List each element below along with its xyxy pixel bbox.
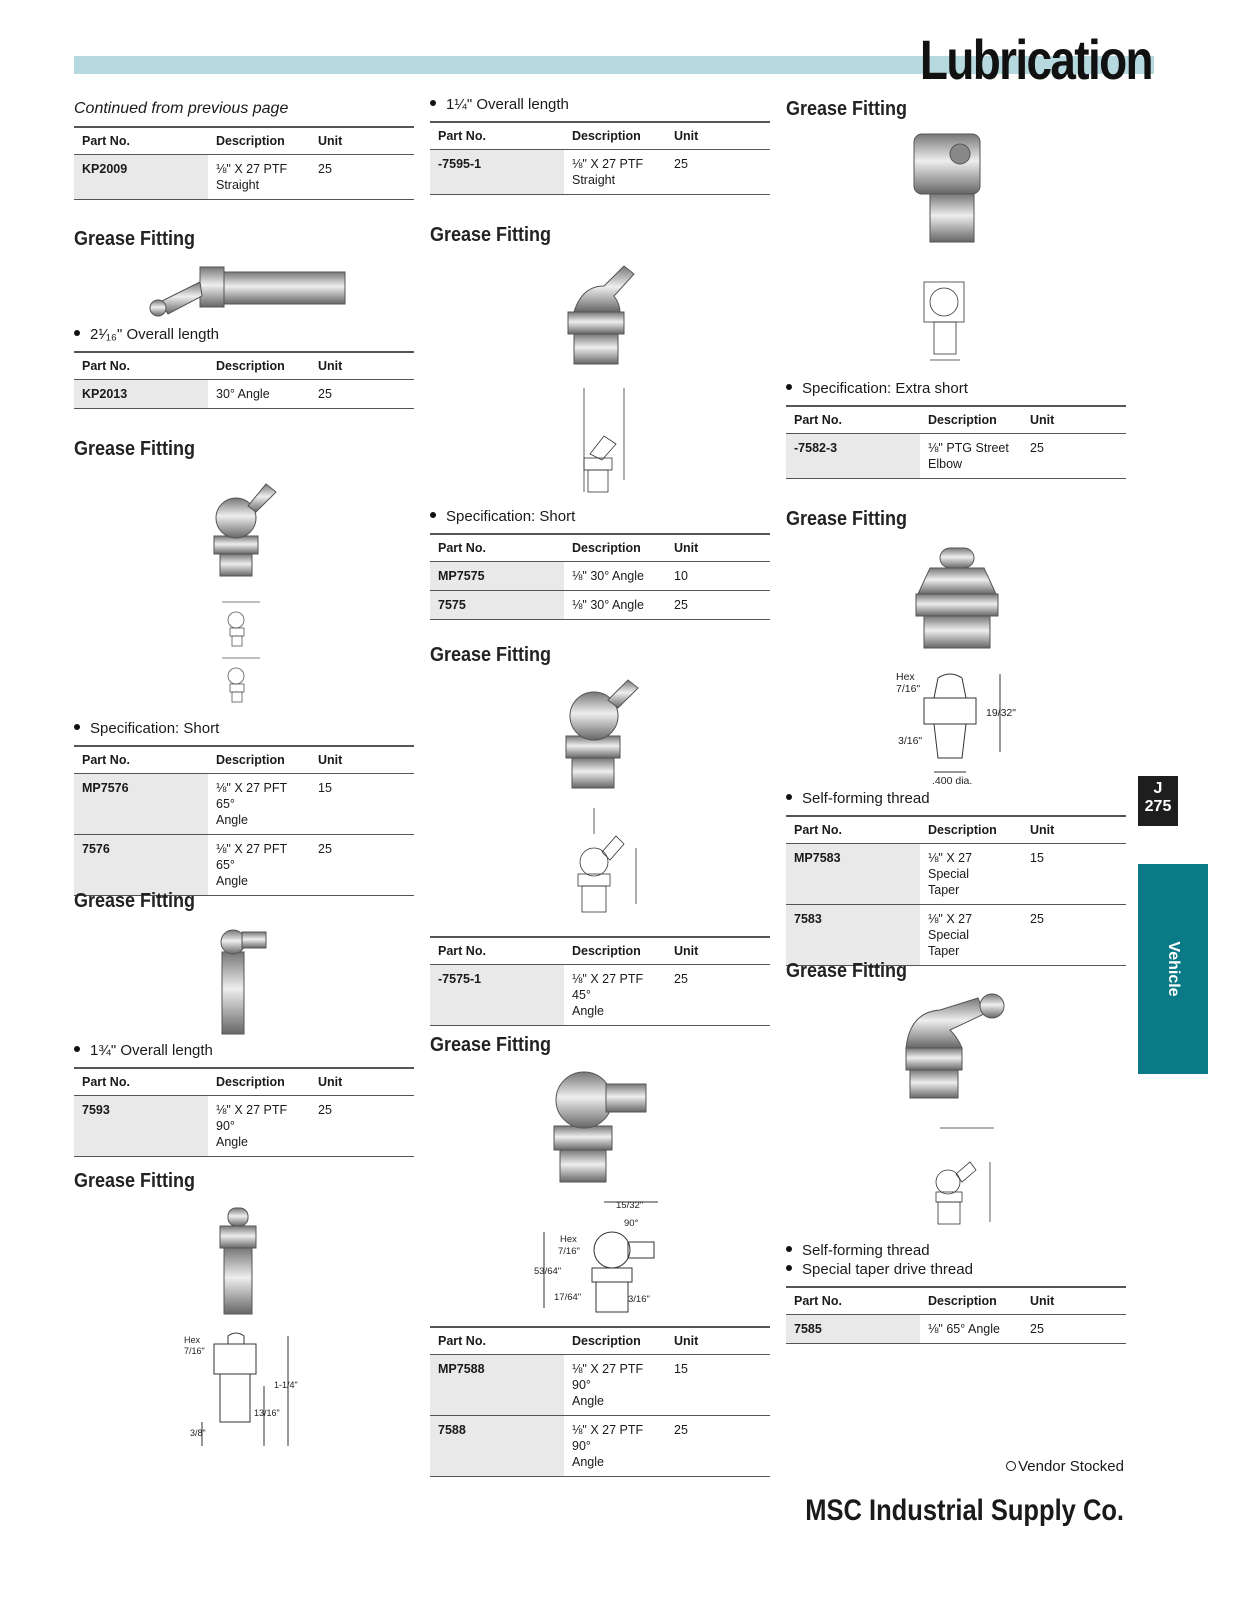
table-row: -7595-1 ⅛" X 27 PTF Straight 25 (430, 150, 770, 195)
section-heading: Grease Fitting (430, 224, 552, 246)
table-row: 7583 ⅛" X 27 Special Taper 25 (786, 905, 1126, 966)
svg-text:1-1/4": 1-1/4" (274, 1380, 298, 1390)
page-title: Lubrication (920, 28, 1152, 91)
parts-table: Part No. Description Unit KP2009 ⅛" X 27 PTF Straight 25 (74, 126, 414, 200)
fitting-image (548, 1066, 650, 1186)
table-row: MP7575 ⅛" 30° Angle 10 (430, 562, 770, 591)
table-row: 7585 ⅛" 65° Angle 25 (786, 1315, 1126, 1344)
table-row: -7575-1 ⅛" X 27 PTF 45° Angle 25 (430, 965, 770, 1026)
vendor-stocked-note: Vendor Stocked (1006, 1458, 1124, 1475)
dimension-diagram (180, 1330, 310, 1450)
section-kp2013 (74, 228, 208, 251)
table-row: 7588 ⅛" X 27 PTF 90° Angle 25 (430, 1416, 770, 1477)
table-row: -7582-3 ⅛" PTG Street Elbow 25 (786, 434, 1126, 479)
dimension-diagram (220, 598, 264, 714)
dimension-diagram (880, 270, 1020, 378)
svg-text:3/8": 3/8" (190, 1428, 206, 1438)
section-heading: Grease Fitting (74, 1170, 196, 1192)
section-heading: Grease Fitting (74, 438, 196, 460)
section-heading: Grease Fitting (786, 960, 908, 982)
table-row: MP7576 ⅛" X 27 PFT 65° Angle 15 (74, 774, 414, 835)
vendor-stocked-icon (1006, 1461, 1016, 1471)
dimension-diagram (560, 384, 644, 504)
parts-table: Part No. Description Unit -7575-1 ⅛" X 27 PTF 45° Angle 25 (430, 936, 770, 1026)
table-row: 7576 ⅛" X 27 PFT 65° Angle 25 (74, 835, 414, 896)
section-heading: Grease Fitting (430, 1034, 552, 1056)
svg-text:15/32": 15/32" (616, 1200, 644, 1211)
svg-text:90°: 90° (624, 1218, 639, 1229)
svg-text:3/16": 3/16" (898, 735, 923, 747)
fitting-image (900, 992, 1010, 1102)
svg-text:7/16": 7/16" (184, 1346, 205, 1356)
dimension-diagram (552, 804, 648, 924)
parts-table: Part No. Description Unit -7595-1 ⅛" X 27 PTF Straight 25 (430, 121, 770, 195)
parts-table: Part No. Description Unit MP7583 ⅛" X 27 Special Taper 15 7583 ⅛" X 27 Special Taper 25 (786, 815, 1126, 966)
brand-footer: MSC Industrial Supply Co. (805, 1494, 1124, 1527)
fitting-image (208, 476, 280, 580)
section-heading: Grease Fitting (74, 228, 196, 250)
section-heading: Grease Fitting (74, 890, 196, 912)
table-row: 7593 ⅛" X 27 PTF 90° Angle 25 (74, 1096, 414, 1157)
parts-table: Part No. Description Unit MP7576 ⅛" X 27 PFT 65° Angle 15 7576 ⅛" X 27 PFT 65° Angle 25 (74, 745, 414, 896)
section-heading: Grease Fitting (786, 98, 908, 120)
svg-text:Hex: Hex (184, 1335, 201, 1345)
parts-table: Part No. Description Unit MP7588 ⅛" X 27 PTF 90° Angle 15 7588 ⅛" X 27 PTF 90° Angle 25 (430, 1326, 770, 1477)
svg-text:13/16": 13/16" (254, 1408, 280, 1418)
svg-text:3/16": 3/16" (628, 1294, 650, 1305)
fitting-image (908, 128, 988, 246)
fitting-image (140, 262, 350, 322)
svg-text:Hex: Hex (560, 1234, 577, 1245)
svg-text:7/16": 7/16" (896, 683, 921, 695)
table-row: KP2009 ⅛" X 27 PTF Straight 25 (74, 155, 414, 200)
dimension-diagram (910, 1122, 1006, 1240)
fitting-image (564, 256, 638, 368)
fitting-image (214, 1200, 270, 1318)
parts-table: Part No. Description Unit 7593 ⅛" X 27 PTF 90° Angle 25 (74, 1067, 414, 1157)
dimension-diagram (890, 668, 1030, 788)
vehicle-section-tab[interactable] (1138, 864, 1208, 1074)
fitting-image (558, 676, 642, 790)
parts-table: Part No. Description Unit -7582-3 ⅛" PTG Street Elbow 25 (786, 405, 1126, 479)
section-heading: Grease Fitting (430, 644, 552, 666)
parts-table: Part No. Description Unit MP7575 ⅛" 30° Angle 10 7575 ⅛" 30° Angle 25 (430, 533, 770, 620)
parts-table: Part No. Description Unit KP2013 30° Angle 25 (74, 351, 414, 409)
section-heading: Grease Fitting (786, 508, 908, 530)
table-row: KP2013 30° Angle 25 (74, 380, 414, 409)
svg-text:19/32": 19/32" (986, 707, 1017, 719)
fitting-image (910, 544, 1004, 652)
page-index-tab: J 275 (1138, 776, 1178, 826)
svg-text:53/64": 53/64" (534, 1266, 562, 1277)
svg-text:Hex: Hex (896, 671, 915, 683)
svg-text:7/16": 7/16" (558, 1246, 580, 1257)
dimension-diagram (530, 1196, 670, 1316)
table-row: MP7588 ⅛" X 27 PTF 90° Angle 15 (430, 1355, 770, 1416)
parts-table: Part No. Description Unit 7585 ⅛" 65° Angle 25 (786, 1286, 1126, 1344)
continued-note: Continued from previous page (74, 100, 289, 117)
vehicle-tab-label: Vehicle (1165, 941, 1182, 997)
svg-text:.400 dia.: .400 dia. (932, 775, 973, 787)
table-row: MP7583 ⅛" X 27 Special Taper 15 (786, 844, 1126, 905)
continued-section (74, 100, 414, 200)
fitting-image (214, 922, 270, 1038)
table-row: 7575 ⅛" 30° Angle 25 (430, 591, 770, 620)
svg-text:17/64": 17/64" (554, 1292, 582, 1303)
